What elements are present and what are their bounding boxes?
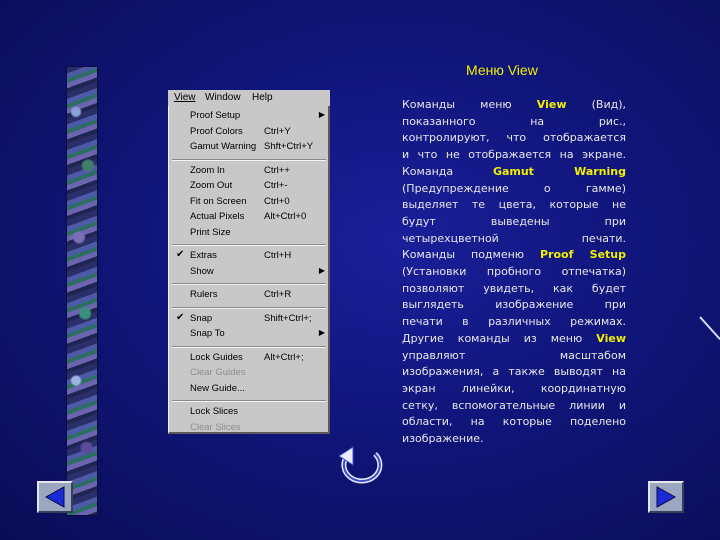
menu-item-new-guide[interactable] bbox=[169, 382, 329, 396]
menu-item-shortcut: Ctrl++ bbox=[264, 164, 290, 176]
body-text-line bbox=[402, 114, 626, 130]
body-text-line bbox=[402, 381, 626, 397]
menu-item-shortcut: Shft+Ctrl+Y bbox=[264, 141, 314, 152]
menu-item-label: Rulers bbox=[190, 289, 218, 300]
body-text-fragment: будут выведены при bbox=[402, 214, 626, 228]
body-text-line bbox=[402, 331, 626, 347]
menu-item-label: Snap To bbox=[190, 328, 225, 339]
slide-title: Меню View bbox=[466, 62, 538, 78]
menu-item-label: Proof Colors bbox=[190, 125, 243, 137]
menu-item-label: Snap bbox=[190, 312, 213, 324]
triangle-left-icon bbox=[39, 483, 71, 511]
menu-item-label: Zoom In bbox=[190, 164, 225, 176]
body-text-fragment: управляют масштабом bbox=[402, 348, 626, 362]
menu-separator bbox=[172, 307, 326, 309]
app-menubar bbox=[168, 90, 330, 107]
menu-item-label: Gamut Warning bbox=[190, 141, 257, 152]
body-text-line bbox=[402, 130, 626, 146]
menu-item-zoom-in[interactable] bbox=[169, 164, 329, 178]
menu-item-label: Extras bbox=[190, 250, 217, 261]
menu-item-fit-on-screen[interactable] bbox=[169, 195, 329, 209]
body-text-fragment: Команды bbox=[402, 98, 481, 111]
body-text-fragment: изображения, а также выводят на bbox=[402, 365, 626, 379]
decorative-texture-strip bbox=[66, 66, 98, 516]
body-text-line bbox=[402, 364, 626, 380]
body-text-fragment: позволяют увидеть, как будет bbox=[402, 281, 626, 295]
menu-item-show[interactable] bbox=[169, 265, 329, 279]
menu-item-shortcut: Alt+Ctrl+0 bbox=[264, 211, 307, 222]
menu-item-label: Actual Pixels bbox=[190, 211, 245, 222]
body-text-fragment: сетку, вспомогательные линии и bbox=[402, 398, 626, 412]
return-arrow-icon[interactable] bbox=[337, 444, 387, 488]
highlighted-term: Proof Setup bbox=[540, 248, 627, 262]
menu-item-extras[interactable] bbox=[169, 249, 329, 263]
body-text-fragment: выделяет те цвета, которые не bbox=[402, 198, 626, 212]
body-text-line bbox=[402, 214, 626, 230]
body-text-line bbox=[402, 314, 626, 330]
menu-item-label: Clear Guides bbox=[190, 367, 246, 378]
body-text-fragment: печати в различных режимах. bbox=[402, 315, 626, 329]
body-text-fragment: Другие команды из меню bbox=[402, 331, 597, 345]
body-text-line bbox=[402, 348, 626, 364]
menu-item-print-size[interactable] bbox=[169, 226, 329, 240]
menu-item-label: Clear Slices bbox=[190, 421, 241, 433]
prev-slide-button[interactable] bbox=[37, 481, 73, 513]
view-menu-dropdown bbox=[168, 106, 330, 434]
menu-item-clear-guides bbox=[169, 366, 329, 380]
menu-separator bbox=[172, 283, 326, 285]
menu-item-shortcut: Ctrl+0 bbox=[264, 195, 290, 207]
body-text-fragment: (Предупреждение о гамме) bbox=[402, 181, 626, 195]
menu-item-zoom-out[interactable] bbox=[169, 179, 329, 193]
menu-item-label: Print Size bbox=[190, 226, 231, 238]
menu-item-shortcut: Ctrl+- bbox=[264, 180, 288, 191]
menu-item-gamut-warning[interactable] bbox=[169, 140, 329, 154]
menu-item-snap-to[interactable] bbox=[169, 327, 329, 341]
menu-item-label: Show bbox=[190, 265, 214, 277]
checkmark-icon: ✔ bbox=[176, 311, 185, 323]
triangle-right-icon bbox=[650, 483, 682, 511]
highlighted-term: View bbox=[596, 331, 626, 345]
menu-separator bbox=[172, 159, 326, 161]
body-text-line bbox=[402, 281, 626, 297]
body-text-fragment: (Вид), bbox=[566, 98, 626, 111]
body-text-line bbox=[402, 247, 626, 263]
body-text-fragment: экран линейки, координатную bbox=[402, 381, 626, 395]
body-text-line bbox=[402, 231, 626, 247]
body-text-fragment: меню bbox=[480, 98, 537, 111]
menu-item-shortcut: Ctrl+H bbox=[264, 250, 292, 261]
highlighted-term: Gamut Warning bbox=[492, 164, 626, 178]
submenu-arrow-icon: ▶ bbox=[318, 110, 325, 119]
menu-item-shortcut: Ctrl+R bbox=[264, 289, 292, 300]
menu-item-label: Zoom Out bbox=[190, 180, 233, 191]
menu-separator bbox=[172, 400, 326, 402]
menubar-item-help[interactable]: Help bbox=[252, 92, 273, 103]
body-text-fragment: изображение. bbox=[402, 432, 484, 445]
menu-item-lock-guides[interactable] bbox=[169, 351, 329, 365]
submenu-arrow-icon: ▶ bbox=[318, 328, 325, 337]
body-text-line bbox=[402, 147, 626, 163]
submenu-arrow-icon: ▶ bbox=[318, 265, 325, 275]
menu-item-label: Fit on Screen bbox=[190, 195, 247, 207]
body-text-fragment: (Установки пробного отпечатка) bbox=[402, 265, 626, 278]
body-text-fragment: четырехцветной печати. bbox=[402, 231, 626, 245]
menubar-item-view[interactable]: View bbox=[174, 92, 196, 103]
body-text-line bbox=[402, 97, 626, 113]
body-text-line bbox=[402, 264, 626, 280]
body-text-line bbox=[402, 414, 626, 430]
body-text-fragment: показанного на рис., bbox=[402, 114, 626, 128]
decorative-line bbox=[699, 316, 720, 340]
checkmark-icon: ✔ bbox=[176, 249, 185, 260]
body-text-fragment: и что не отображается на экране. bbox=[402, 148, 626, 162]
body-text-line bbox=[402, 297, 626, 313]
menu-item-label: New Guide... bbox=[190, 382, 245, 394]
menu-separator bbox=[172, 244, 326, 246]
body-text-line bbox=[402, 164, 626, 180]
body-text-line bbox=[402, 181, 626, 197]
body-text-line bbox=[402, 398, 626, 414]
next-slide-button[interactable] bbox=[648, 481, 684, 513]
body-text-fragment: Команда bbox=[402, 164, 493, 178]
menu-item-rulers[interactable] bbox=[169, 288, 329, 302]
menu-item-snap[interactable] bbox=[169, 312, 329, 326]
body-text-fragment: контролируют, что отображается bbox=[402, 131, 626, 145]
menubar-item-window[interactable]: Window bbox=[205, 92, 241, 103]
body-text-line bbox=[402, 197, 626, 213]
menu-separator bbox=[172, 346, 326, 348]
menu-item-actual-pixels[interactable] bbox=[169, 210, 329, 224]
menu-item-proof-colors[interactable] bbox=[169, 125, 329, 139]
body-text-fragment: выглядеть изображение при bbox=[402, 298, 626, 312]
menu-item-shortcut: Alt+Ctrl+; bbox=[264, 351, 304, 363]
menu-item-label: Proof Setup bbox=[190, 110, 241, 121]
menu-item-lock-slices[interactable] bbox=[169, 405, 329, 419]
menu-item-label: Lock Guides bbox=[190, 351, 243, 363]
menu-item-clear-slices bbox=[169, 421, 329, 435]
body-text-fragment: области, на которые поделено bbox=[402, 415, 626, 429]
body-text-line bbox=[402, 431, 626, 447]
menu-item-label: Lock Slices bbox=[190, 406, 239, 417]
highlighted-term: View bbox=[536, 98, 567, 111]
menu-item-shortcut: Shift+Ctrl+; bbox=[264, 312, 312, 324]
menu-item-proof-setup[interactable] bbox=[169, 109, 329, 123]
menu-item-shortcut: Ctrl+Y bbox=[264, 125, 291, 137]
body-text-fragment: Команды подменю bbox=[402, 248, 540, 262]
